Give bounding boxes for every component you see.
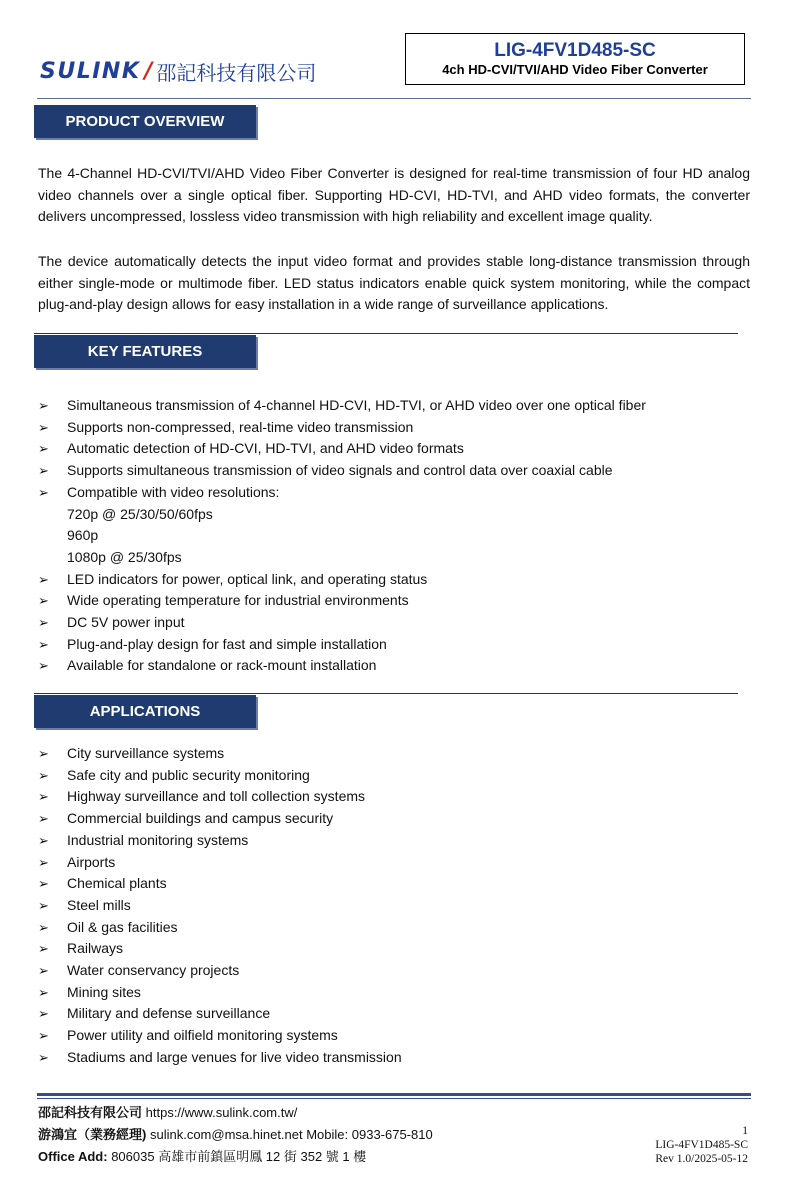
logo-text: SULINK bbox=[40, 58, 141, 84]
bullet-arrow-icon: ➢ bbox=[38, 571, 49, 587]
overview-paragraph-2: The device automatically detects the input video format and provides stable long-distance transmission through either single-mode or multimode fiber. LED status indicators enable quick system monitoring, while the compact plug-and-play design allows for easy installation in a wide range of surveillance applications. bbox=[38, 253, 750, 313]
resolution-item: 1080p @ 25/30fps bbox=[67, 548, 182, 565]
bullet-arrow-icon: ➢ bbox=[38, 811, 49, 827]
list-item bbox=[38, 590, 750, 612]
list-item bbox=[38, 460, 750, 482]
header-divider bbox=[37, 98, 751, 99]
bullet-arrow-icon: ➢ bbox=[38, 441, 49, 457]
bullet-arrow-icon: ➢ bbox=[38, 876, 49, 892]
feature-text: Supports simultaneous transmission of video signals and control data over coaxial cable bbox=[67, 462, 613, 479]
list-item bbox=[38, 743, 750, 765]
bullet-arrow-icon: ➢ bbox=[38, 767, 49, 783]
application-text: Highway surveillance and toll collection systems bbox=[67, 788, 366, 805]
company-name-cn: 邵記科技有限公司 bbox=[156, 60, 317, 85]
bullet-arrow-icon: ➢ bbox=[38, 463, 49, 479]
bullet-arrow-icon: ➢ bbox=[38, 963, 49, 979]
list-item bbox=[38, 938, 750, 960]
list-item bbox=[38, 852, 750, 874]
list-item bbox=[38, 438, 750, 460]
footer-divider-thin bbox=[37, 1098, 751, 1099]
list-item bbox=[38, 1047, 750, 1069]
footer-revision: Rev 1.0/2025-05-12 bbox=[655, 1153, 748, 1165]
section-title-overview: PRODUCT OVERVIEW bbox=[34, 105, 256, 138]
company-logo bbox=[40, 56, 316, 86]
list-item bbox=[38, 960, 750, 982]
list-item bbox=[38, 765, 750, 787]
bullet-arrow-icon: ➢ bbox=[38, 746, 49, 761]
list-item bbox=[38, 482, 750, 569]
application-text: Chemical plants bbox=[67, 875, 167, 892]
bullet-arrow-icon: ➢ bbox=[38, 1028, 49, 1044]
list-item bbox=[38, 655, 750, 677]
application-text: Oil & gas facilities bbox=[67, 918, 178, 935]
footer-website-link[interactable]: https://www.sulink.com.tw/ bbox=[145, 1105, 298, 1120]
page-number: 1 bbox=[742, 1125, 748, 1137]
resolution-item: 720p @ 25/30/50/60fps bbox=[67, 505, 213, 522]
bullet-arrow-icon: ➢ bbox=[38, 398, 49, 413]
product-model: LIG-4FV1D485-SC bbox=[494, 40, 656, 61]
list-item bbox=[38, 917, 750, 939]
application-text: Water conservancy projects bbox=[67, 962, 240, 979]
section-divider bbox=[34, 333, 738, 334]
bullet-arrow-icon: ➢ bbox=[38, 593, 49, 609]
list-item bbox=[38, 873, 750, 895]
bullet-arrow-icon: ➢ bbox=[38, 615, 49, 631]
feature-text: Compatible with video resolutions: bbox=[67, 483, 280, 500]
footer-address: 806035 高雄市前鎮區明鳳 12 街 352 號 1 樓 bbox=[111, 1149, 367, 1164]
bullet-arrow-icon: ➢ bbox=[38, 919, 49, 935]
logo-slash: / bbox=[144, 58, 153, 84]
bullet-arrow-icon: ➢ bbox=[38, 658, 49, 674]
footer-divider-thick bbox=[37, 1093, 751, 1096]
section-title-features: KEY FEATURES bbox=[34, 335, 256, 368]
resolution-item: 960p bbox=[67, 527, 99, 544]
bullet-arrow-icon: ➢ bbox=[38, 419, 49, 435]
feature-text: Wide operating temperature for industrial environments bbox=[67, 592, 409, 609]
list-item bbox=[38, 895, 750, 917]
applications-list bbox=[38, 743, 750, 1069]
application-text: Railways bbox=[67, 940, 124, 957]
section-title-applications: APPLICATIONS bbox=[34, 695, 256, 728]
footer-company-line bbox=[38, 1101, 297, 1125]
feature-text: Automatic detection of HD-CVI, HD-TVI, and AHD video formats bbox=[67, 440, 464, 457]
feature-text: Plug-and-play design for fast and simple installation bbox=[67, 635, 387, 652]
list-item bbox=[38, 1003, 750, 1025]
overview-paragraph-1: The 4-Channel HD-CVI/TVI/AHD Video Fiber Converter is designed for real-time transmission of four HD analog video channels over a single optical fiber. Supporting HD-CVI, HD-TVI, and AHD video formats, the converter delivers uncompressed, lossless video transmission with high reliability and excellent image quality. bbox=[38, 165, 750, 225]
feature-text: Available for standalone or rack-mount installation bbox=[67, 657, 377, 674]
list-item bbox=[38, 612, 750, 634]
application-text: Power utility and oilfield monitoring systems bbox=[67, 1027, 338, 1044]
application-text: Safe city and public security monitoring bbox=[67, 766, 310, 783]
bullet-arrow-icon: ➢ bbox=[38, 1049, 49, 1065]
list-item bbox=[38, 417, 750, 439]
list-item bbox=[38, 569, 750, 591]
footer-company-name: 邵記科技有限公司 bbox=[38, 1105, 143, 1120]
application-text: Airports bbox=[67, 853, 116, 870]
product-subtitle: 4ch HD-CVI/TVI/AHD Video Fiber Converter bbox=[442, 62, 708, 77]
feature-text: Supports non-compressed, real-time video transmission bbox=[67, 418, 414, 435]
footer-doc-model: LIG-4FV1D485-SC bbox=[655, 1139, 748, 1151]
section-divider bbox=[34, 693, 738, 694]
bullet-arrow-icon: ➢ bbox=[38, 984, 49, 1000]
application-text: Military and defense surveillance bbox=[67, 1005, 271, 1022]
bullet-arrow-icon: ➢ bbox=[38, 897, 49, 913]
application-text: Steel mills bbox=[67, 896, 131, 913]
footer-address-line bbox=[38, 1145, 366, 1169]
footer-address-label: Office Add: bbox=[38, 1149, 108, 1164]
feature-text: LED indicators for power, optical link, and operating status bbox=[67, 570, 428, 587]
list-item bbox=[38, 982, 750, 1004]
features-list bbox=[38, 395, 750, 677]
footer-contact-line bbox=[38, 1123, 433, 1147]
feature-text: Simultaneous transmission of 4-channel HD-CVI, HD-TVI, or AHD video over one optical fiber bbox=[67, 397, 646, 413]
application-text: Industrial monitoring systems bbox=[67, 831, 249, 848]
bullet-arrow-icon: ➢ bbox=[38, 636, 49, 652]
bullet-arrow-icon: ➢ bbox=[38, 484, 49, 500]
bullet-arrow-icon: ➢ bbox=[38, 1006, 49, 1022]
bullet-arrow-icon: ➢ bbox=[38, 941, 49, 957]
bullet-arrow-icon: ➢ bbox=[38, 854, 49, 870]
application-text: Mining sites bbox=[67, 983, 141, 1000]
bullet-arrow-icon: ➢ bbox=[38, 789, 49, 805]
list-item bbox=[38, 786, 750, 808]
list-item bbox=[38, 395, 750, 417]
footer-contact-name: 游鴻宜（業務經理) bbox=[38, 1127, 147, 1142]
application-text: Commercial buildings and campus security bbox=[67, 810, 334, 827]
list-item bbox=[38, 830, 750, 852]
application-text: City surveillance systems bbox=[67, 745, 225, 761]
footer-doc-info bbox=[655, 1124, 748, 1166]
application-text: Stadiums and large venues for live video transmission bbox=[67, 1048, 402, 1065]
product-title-box bbox=[405, 33, 745, 85]
footer-contact-detail: sulink.com@msa.hinet.net Mobile: 0933-675-810 bbox=[149, 1127, 433, 1142]
list-item bbox=[38, 634, 750, 656]
list-item bbox=[38, 1025, 750, 1047]
bullet-arrow-icon: ➢ bbox=[38, 832, 49, 848]
list-item bbox=[38, 808, 750, 830]
feature-text: DC 5V power input bbox=[67, 614, 185, 631]
